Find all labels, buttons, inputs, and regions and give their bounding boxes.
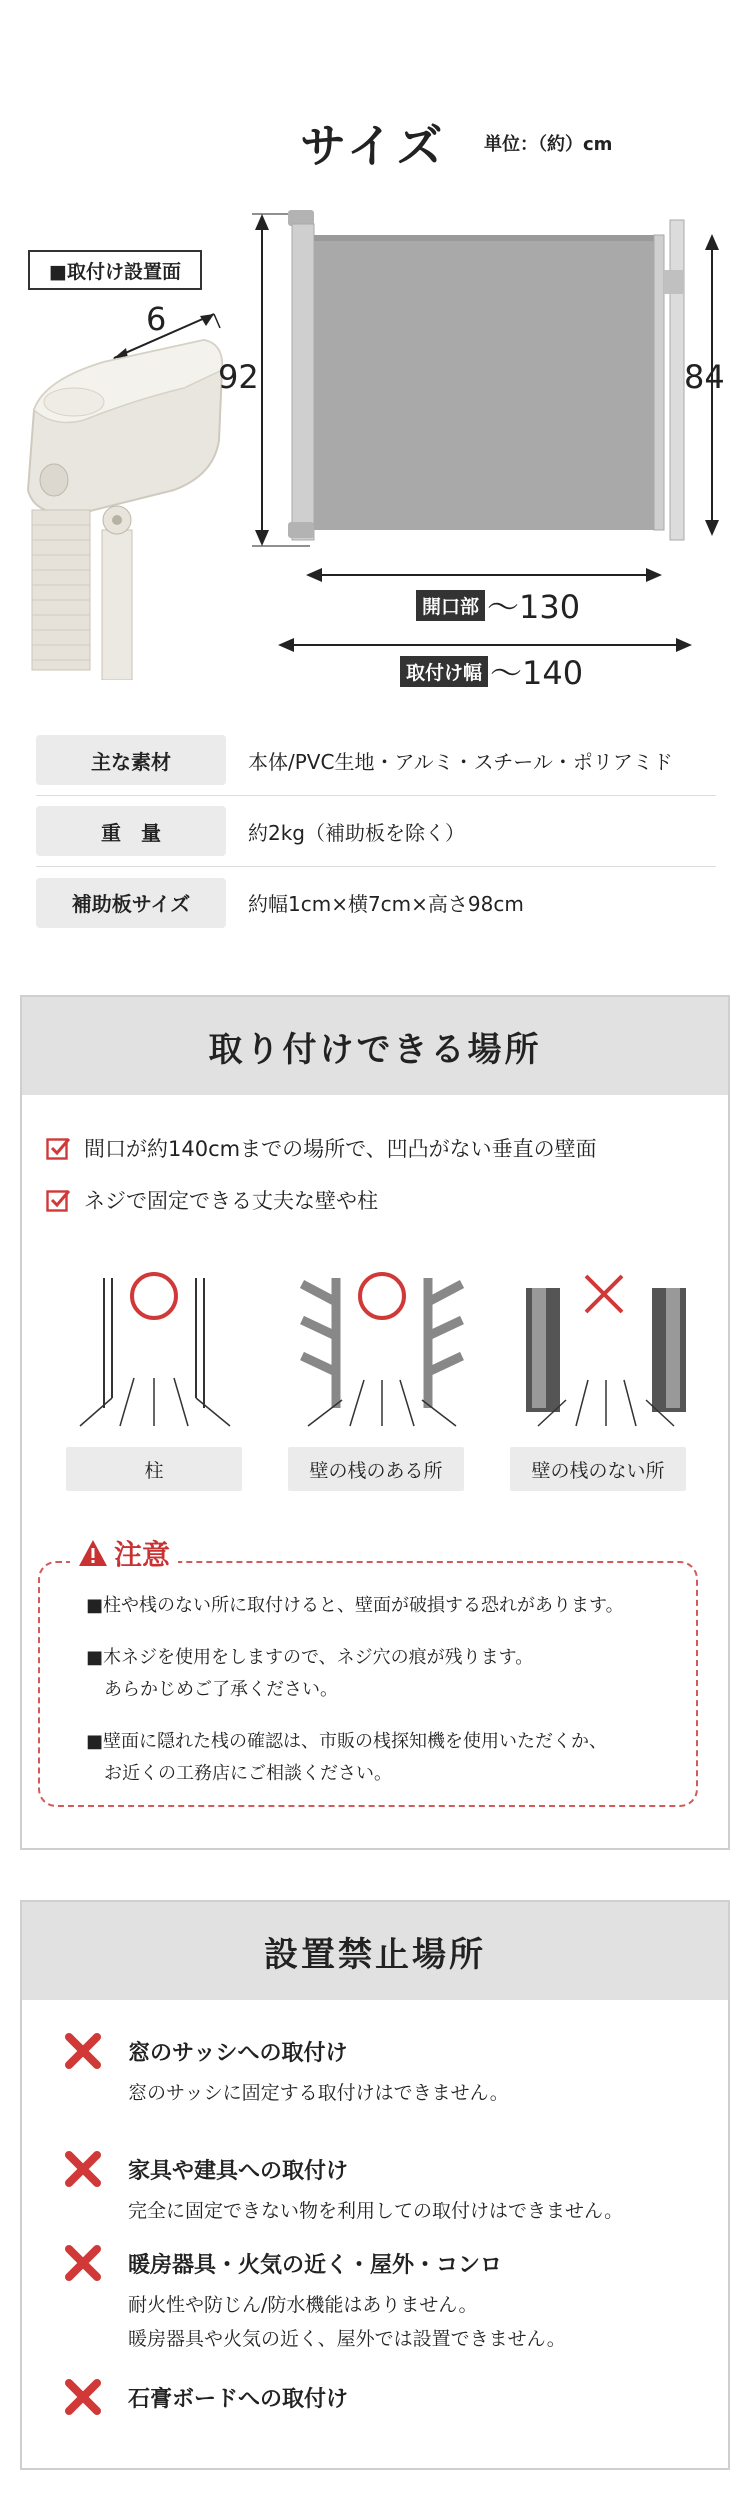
spec-value: 本体/PVC生地・アルミ・スチール・ポリアミド	[248, 749, 673, 774]
size-unit: 単位：（約）cm	[484, 134, 613, 155]
mount-width-dimension	[400, 648, 583, 694]
mount-width-value: ～140	[490, 654, 584, 692]
spec-table	[36, 725, 716, 938]
opening-tag: 開口部	[416, 590, 485, 621]
spec-value: 約2kg（補助板を除く）	[248, 820, 466, 845]
spec-row-board-size	[36, 867, 716, 938]
opening-dimension	[416, 582, 580, 628]
forbidden-item-furniture	[64, 2150, 623, 2228]
check-item-2	[46, 1185, 378, 1215]
pillar-illustration	[70, 1268, 240, 1428]
forbidden-item-title: 家具や建具への取付け	[128, 2158, 349, 2184]
caution-heading	[70, 1533, 178, 1573]
height-total-value: 92	[218, 358, 259, 396]
forbidden-item-text-line: 暖房器具や火気の近く、屋外では設置できません。	[128, 2328, 566, 2350]
check-text: ネジで固定できる丈夫な壁や柱	[84, 1189, 378, 1213]
spec-row-material	[36, 725, 716, 796]
forbidden-item-title: 暖房器具・火気の近く・屋外・コンロ	[128, 2252, 503, 2278]
size-title: サイズ	[300, 119, 447, 173]
forbidden-item-gypsum	[64, 2378, 348, 2416]
forbidden-item-heater	[64, 2244, 566, 2356]
spec-value: 約幅1cm×横7cm×高さ98cm	[248, 892, 524, 916]
no-stud-wall-illustration	[516, 1268, 696, 1428]
cross-icon	[64, 2244, 102, 2282]
caution-line-5: お近くの工務店にご相談ください。	[86, 1763, 392, 1784]
install-panel-title: 取り付けできる場所	[22, 997, 728, 1095]
forbidden-item-text: 完全に固定できない物を利用しての取付けはできません。	[128, 2200, 624, 2222]
checkbox-icon	[46, 1188, 70, 1212]
check-item-1	[46, 1133, 597, 1163]
forbidden-item-sash	[64, 2032, 509, 2110]
caution-line-1: ■柱や桟のない所に取付けると、壁面が破損する恐れがあります。	[86, 1595, 624, 1616]
cross-icon	[64, 2032, 102, 2070]
cross-icon	[64, 2150, 102, 2188]
mount-surface-label: ■取付け設置面	[28, 250, 202, 290]
caution-title: 注意	[114, 1538, 171, 1571]
cross-icon	[64, 2378, 102, 2416]
caution-line-4: ■壁面に隠れた桟の確認は、市販の桟探知機を使用いただくか、	[86, 1731, 608, 1752]
check-text: 間口が約140cmまでの場所で、凹凸がない垂直の壁面	[84, 1137, 597, 1161]
spec-label: 主な素材	[36, 735, 226, 785]
opening-value: ～130	[487, 588, 581, 626]
checkbox-icon	[46, 1136, 70, 1160]
place-label-no-stud-wall: 壁の桟のない所	[510, 1447, 686, 1491]
stud-wall-illustration	[292, 1268, 472, 1428]
forbidden-item-title: 石膏ボードへの取付け	[128, 2386, 349, 2412]
forbidden-item-text	[128, 2288, 566, 2356]
spec-label: 重 量	[36, 806, 226, 856]
warning-icon	[78, 1539, 108, 1567]
spec-row-weight	[36, 796, 716, 867]
depth-value: 6	[146, 300, 167, 338]
height-panel-value: 84	[684, 358, 725, 396]
spec-label: 補助板サイズ	[36, 878, 226, 928]
place-label-pillar: 柱	[66, 1447, 242, 1491]
caution-line-3: あらかじめご了承ください。	[86, 1679, 338, 1700]
mount-width-tag: 取付け幅	[400, 656, 488, 687]
mount-detail-illustration	[14, 300, 244, 680]
caution-line-2: ■木ネジを使用をしますので、ネジ穴の痕が残ります。	[86, 1647, 534, 1668]
forbidden-item-text-line: 耐火性や防じん/防水機能はありません。	[128, 2294, 478, 2316]
place-label-stud-wall: 壁の桟のある所	[288, 1447, 464, 1491]
forbidden-panel-title: 設置禁止場所	[22, 1902, 728, 2000]
forbidden-item-title: 窓のサッシへの取付け	[128, 2040, 348, 2066]
forbidden-item-text: 窓のサッシに固定する取付けはできません。	[128, 2082, 509, 2104]
